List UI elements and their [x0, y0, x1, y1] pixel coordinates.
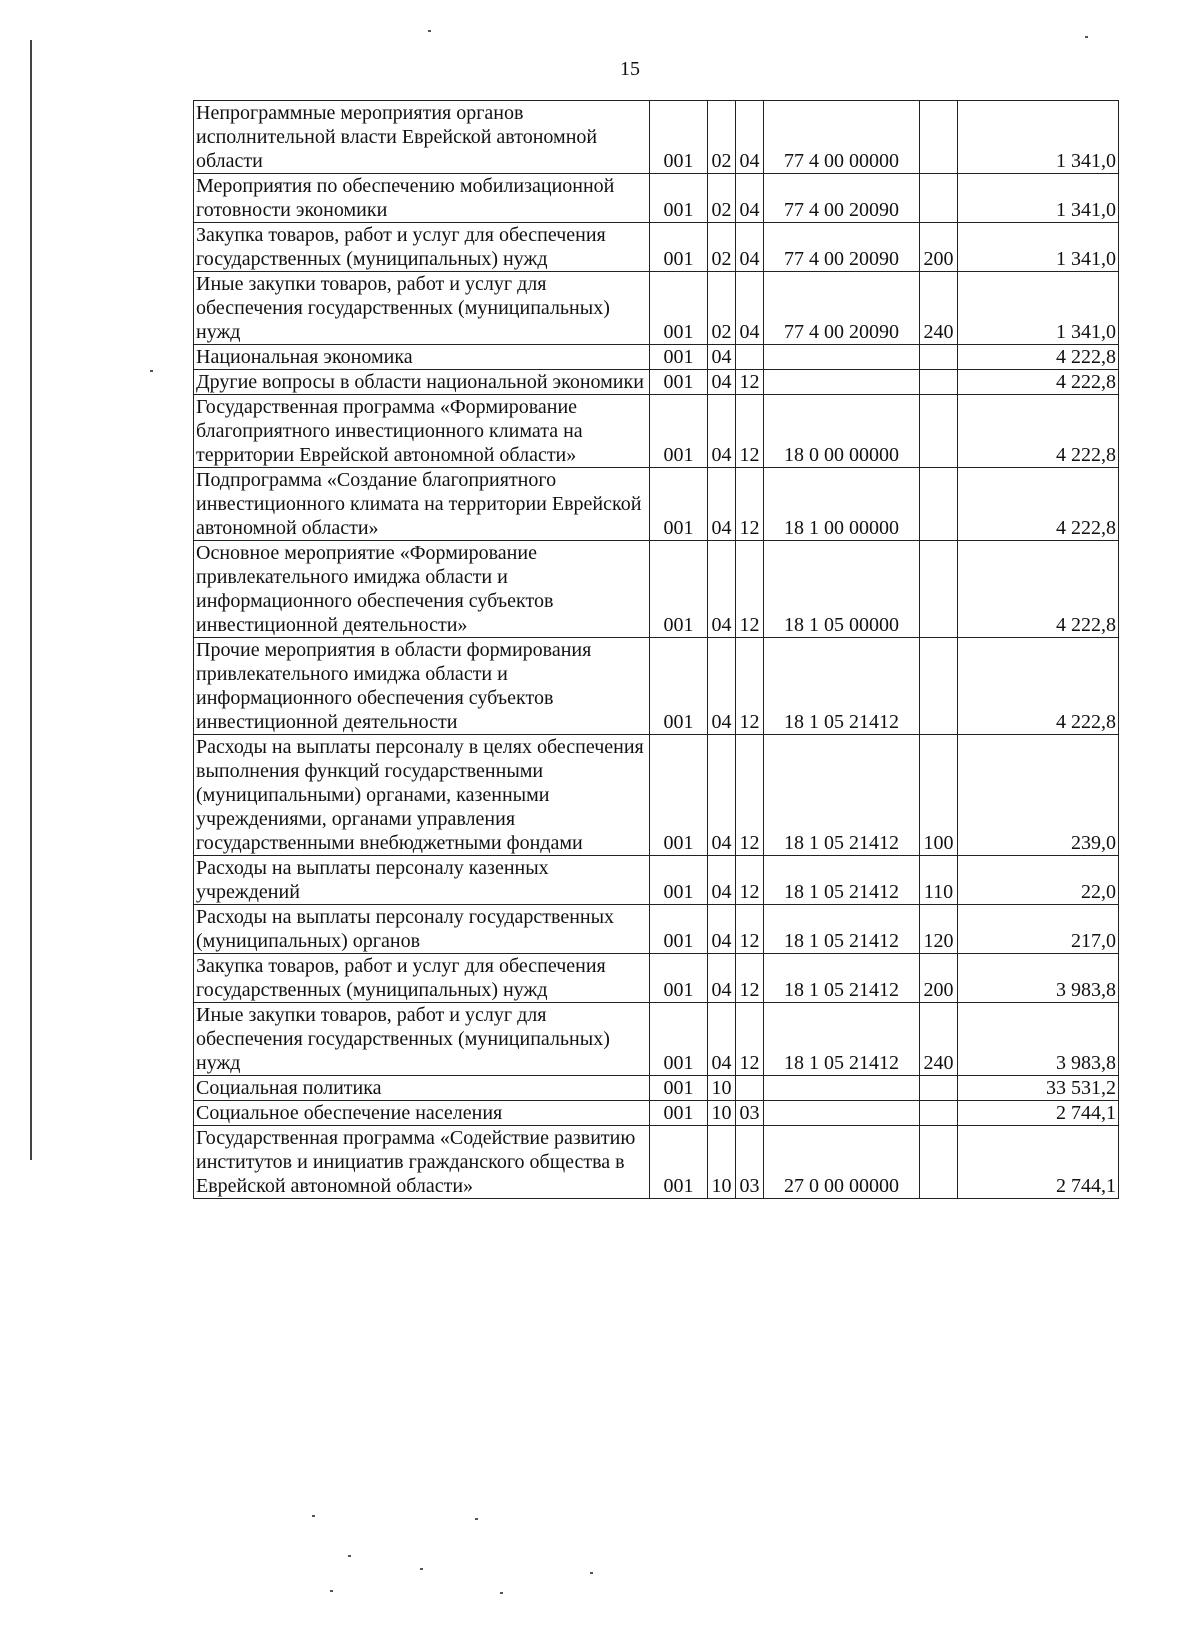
row-amount-cell: 1 341,0	[958, 223, 1119, 272]
row-expense-type-cell	[920, 370, 958, 395]
table-row	[194, 174, 1119, 223]
table-row	[194, 1126, 1119, 1199]
row-expense-type-cell	[920, 395, 958, 468]
row-expense-type-cell: 240	[920, 272, 958, 345]
budget-table-body	[194, 101, 1119, 1199]
row-amount-cell: 1 341,0	[958, 174, 1119, 223]
row-section-code-cell: 04	[708, 468, 736, 541]
row-name-cell: Подпрограмма «Создание благоприятного инвестиционного климата на территории Еврейской автономной области»	[194, 468, 650, 541]
row-target-article-cell: 77 4 00 20090	[764, 223, 920, 272]
table-row	[194, 954, 1119, 1003]
row-section-code-cell: 10	[708, 1126, 736, 1199]
row-target-article-cell: 18 1 05 21412	[764, 1003, 920, 1076]
row-subsection-code-cell: 12	[736, 541, 764, 638]
scan-speck	[420, 1568, 423, 1570]
row-amount-cell: 4 222,8	[958, 468, 1119, 541]
row-name-cell: Мероприятия по обеспечению мобилизационной готовности экономики	[194, 174, 650, 223]
row-name-cell: Закупка товаров, работ и услуг для обеспечения государственных (муниципальных) нужд	[194, 223, 650, 272]
row-expense-type-cell	[920, 638, 958, 735]
row-name-cell: Государственная программа «Содействие развитию институтов и инициатив гражданского общества в Еврейской автономной области»	[194, 1126, 650, 1199]
row-target-article-cell: 77 4 00 20090	[764, 272, 920, 345]
row-target-article-cell: 18 1 05 21412	[764, 856, 920, 905]
scan-speck	[150, 370, 153, 372]
row-amount-cell: 2 744,1	[958, 1101, 1119, 1126]
row-subsection-code-cell: 12	[736, 856, 764, 905]
row-subsection-code-cell	[736, 345, 764, 370]
row-subsection-code-cell: 12	[736, 954, 764, 1003]
table-row	[194, 1076, 1119, 1101]
scan-speck	[330, 1590, 333, 1592]
row-expense-type-cell	[920, 345, 958, 370]
scan-speck	[348, 1555, 351, 1557]
scan-speck	[475, 1518, 478, 1520]
row-amount-cell: 4 222,8	[958, 370, 1119, 395]
row-expense-type-cell	[920, 1126, 958, 1199]
table-row	[194, 541, 1119, 638]
row-target-article-cell: 77 4 00 00000	[764, 101, 920, 174]
row-expense-type-cell	[920, 1076, 958, 1101]
row-grbs-code-cell: 001	[650, 905, 708, 954]
row-subsection-code-cell: 04	[736, 272, 764, 345]
row-name-cell: Национальная экономика	[194, 345, 650, 370]
table-row	[194, 1003, 1119, 1076]
row-amount-cell: 4 222,8	[958, 345, 1119, 370]
row-name-cell: Иные закупки товаров, работ и услуг для обеспечения государственных (муниципальных) нужд	[194, 272, 650, 345]
row-expense-type-cell: 120	[920, 905, 958, 954]
row-grbs-code-cell: 001	[650, 370, 708, 395]
row-name-cell: Расходы на выплаты персоналу государственных (муниципальных) органов	[194, 905, 650, 954]
scan-speck	[1085, 36, 1088, 38]
row-name-cell: Другие вопросы в области национальной экономики	[194, 370, 650, 395]
row-expense-type-cell: 100	[920, 735, 958, 856]
row-name-cell: Иные закупки товаров, работ и услуг для обеспечения государственных (муниципальных) нужд	[194, 1003, 650, 1076]
row-subsection-code-cell: 12	[736, 370, 764, 395]
row-expense-type-cell: 200	[920, 223, 958, 272]
row-subsection-code-cell	[736, 1076, 764, 1101]
table-row	[194, 272, 1119, 345]
row-expense-type-cell	[920, 541, 958, 638]
row-target-article-cell: 77 4 00 20090	[764, 174, 920, 223]
table-row	[194, 101, 1119, 174]
row-section-code-cell: 10	[708, 1101, 736, 1126]
row-grbs-code-cell: 001	[650, 1126, 708, 1199]
row-grbs-code-cell: 001	[650, 541, 708, 638]
row-grbs-code-cell: 001	[650, 735, 708, 856]
row-name-cell: Расходы на выплаты персоналу казенных учреждений	[194, 856, 650, 905]
row-name-cell: Закупка товаров, работ и услуг для обеспечения государственных (муниципальных) нужд	[194, 954, 650, 1003]
row-expense-type-cell	[920, 101, 958, 174]
row-name-cell: Непрограммные мероприятия органов исполнительной власти Еврейской автономной области	[194, 101, 650, 174]
row-expense-type-cell	[920, 1101, 958, 1126]
row-section-code-cell: 04	[708, 1003, 736, 1076]
row-name-cell: Социальная политика	[194, 1076, 650, 1101]
row-amount-cell: 4 222,8	[958, 638, 1119, 735]
row-section-code-cell: 04	[708, 856, 736, 905]
row-subsection-code-cell: 04	[736, 101, 764, 174]
row-section-code-cell: 02	[708, 272, 736, 345]
row-subsection-code-cell: 12	[736, 468, 764, 541]
table-row	[194, 370, 1119, 395]
table-row	[194, 856, 1119, 905]
row-subsection-code-cell: 12	[736, 1003, 764, 1076]
row-amount-cell: 3 983,8	[958, 954, 1119, 1003]
scan-speck	[590, 1572, 593, 1574]
row-section-code-cell: 02	[708, 101, 736, 174]
row-grbs-code-cell: 001	[650, 1101, 708, 1126]
row-amount-cell: 33 531,2	[958, 1076, 1119, 1101]
row-amount-cell: 4 222,8	[958, 541, 1119, 638]
row-subsection-code-cell: 03	[736, 1101, 764, 1126]
row-grbs-code-cell: 001	[650, 174, 708, 223]
row-subsection-code-cell: 03	[736, 1126, 764, 1199]
table-row	[194, 395, 1119, 468]
row-grbs-code-cell: 001	[650, 101, 708, 174]
row-expense-type-cell: 110	[920, 856, 958, 905]
row-grbs-code-cell: 001	[650, 638, 708, 735]
row-target-article-cell	[764, 345, 920, 370]
scan-speck	[500, 1592, 503, 1594]
row-subsection-code-cell: 12	[736, 395, 764, 468]
row-target-article-cell: 18 0 00 00000	[764, 395, 920, 468]
table-row	[194, 1101, 1119, 1126]
table-row	[194, 735, 1119, 856]
row-grbs-code-cell: 001	[650, 468, 708, 541]
row-expense-type-cell	[920, 468, 958, 541]
row-name-cell: Расходы на выплаты персоналу в целях обеспечения выполнения функций государственными (муниципальными) органами, казенными учреждениями, органами управления государственными внебюджетными фондами	[194, 735, 650, 856]
row-expense-type-cell	[920, 174, 958, 223]
row-subsection-code-cell: 04	[736, 223, 764, 272]
row-name-cell: Государственная программа «Формирование благоприятного инвестиционного климата на территории Еврейской автономной области»	[194, 395, 650, 468]
scan-speck	[312, 1515, 315, 1517]
row-name-cell: Основное мероприятие «Формирование привлекательного имиджа области и информационного обеспечения субъектов инвестиционной деятельности»	[194, 541, 650, 638]
row-section-code-cell: 10	[708, 1076, 736, 1101]
row-amount-cell: 1 341,0	[958, 272, 1119, 345]
row-amount-cell: 239,0	[958, 735, 1119, 856]
row-target-article-cell: 18 1 00 00000	[764, 468, 920, 541]
row-section-code-cell: 04	[708, 395, 736, 468]
row-section-code-cell: 02	[708, 223, 736, 272]
row-name-cell: Прочие мероприятия в области формирования привлекательного имиджа области и информационного обеспечения субъектов инвестиционной деятельности	[194, 638, 650, 735]
binding-edge-line	[30, 40, 32, 1160]
row-section-code-cell: 04	[708, 345, 736, 370]
row-subsection-code-cell: 12	[736, 638, 764, 735]
row-section-code-cell: 04	[708, 905, 736, 954]
scan-speck	[428, 30, 431, 32]
row-subsection-code-cell: 12	[736, 735, 764, 856]
row-section-code-cell: 04	[708, 954, 736, 1003]
row-subsection-code-cell: 04	[736, 174, 764, 223]
page-number: 15	[620, 58, 640, 80]
row-grbs-code-cell: 001	[650, 223, 708, 272]
row-target-article-cell: 18 1 05 21412	[764, 638, 920, 735]
row-amount-cell: 217,0	[958, 905, 1119, 954]
budget-table	[193, 100, 1119, 1199]
row-grbs-code-cell: 001	[650, 1003, 708, 1076]
table-row	[194, 468, 1119, 541]
row-section-code-cell: 04	[708, 541, 736, 638]
table-row	[194, 223, 1119, 272]
row-section-code-cell: 04	[708, 370, 736, 395]
row-grbs-code-cell: 001	[650, 856, 708, 905]
row-section-code-cell: 04	[708, 735, 736, 856]
row-expense-type-cell: 240	[920, 1003, 958, 1076]
table-row	[194, 638, 1119, 735]
row-target-article-cell	[764, 370, 920, 395]
row-grbs-code-cell: 001	[650, 345, 708, 370]
row-expense-type-cell: 200	[920, 954, 958, 1003]
row-subsection-code-cell: 12	[736, 905, 764, 954]
row-grbs-code-cell: 001	[650, 1076, 708, 1101]
row-target-article-cell: 27 0 00 00000	[764, 1126, 920, 1199]
row-target-article-cell	[764, 1076, 920, 1101]
row-amount-cell: 1 341,0	[958, 101, 1119, 174]
row-grbs-code-cell: 001	[650, 395, 708, 468]
row-target-article-cell: 18 1 05 21412	[764, 954, 920, 1003]
table-row	[194, 905, 1119, 954]
row-grbs-code-cell: 001	[650, 954, 708, 1003]
table-row	[194, 345, 1119, 370]
row-target-article-cell: 18 1 05 21412	[764, 905, 920, 954]
row-target-article-cell	[764, 1101, 920, 1126]
row-amount-cell: 2 744,1	[958, 1126, 1119, 1199]
row-section-code-cell: 02	[708, 174, 736, 223]
row-name-cell: Социальное обеспечение населения	[194, 1101, 650, 1126]
row-target-article-cell: 18 1 05 21412	[764, 735, 920, 856]
row-amount-cell: 22,0	[958, 856, 1119, 905]
row-amount-cell: 4 222,8	[958, 395, 1119, 468]
row-amount-cell: 3 983,8	[958, 1003, 1119, 1076]
row-target-article-cell: 18 1 05 00000	[764, 541, 920, 638]
row-grbs-code-cell: 001	[650, 272, 708, 345]
row-section-code-cell: 04	[708, 638, 736, 735]
